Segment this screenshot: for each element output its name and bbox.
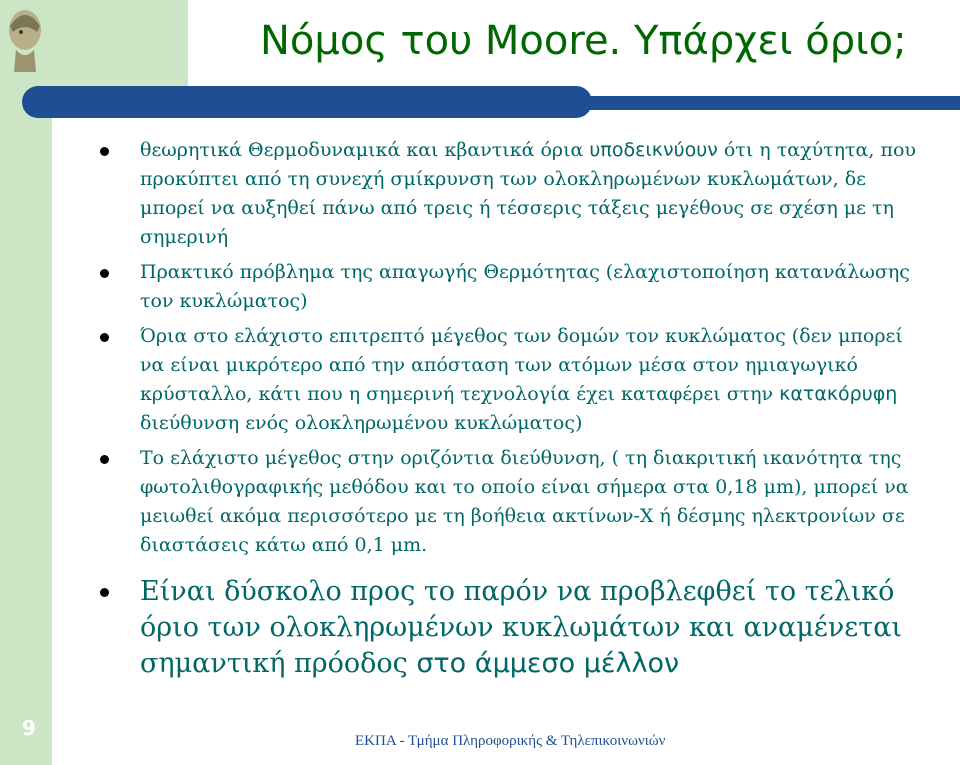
bullet-list (100, 136, 930, 688)
footer-text: ΕΚΠΑ - Τμήμα Πληροφορικής & Τηλεπικοινωνιών (355, 733, 666, 749)
bullet-item-5 (100, 574, 930, 682)
bullet-dot-icon (100, 147, 109, 156)
page-number: 9 (22, 716, 36, 740)
bullet-text: θεωρητικά Θερμοδυναμικά και κβαντικά όρια (140, 139, 590, 161)
bullet-text: ότι η ταχύτητα, που προκύπτει από τη συνεχή σμίκρυνση των ολοκληρωμένων κυκλωμάτων, δε μπορεί να αυξηθεί πάνω από τρεις ή τέσσερις τάξεις μεγέθους σε σχέση με τη σημερινή (140, 139, 916, 248)
bullet-item-2 (100, 258, 930, 316)
bullet-emphasis: υποδεικνύουν (589, 139, 718, 161)
bullet-item-4 (100, 444, 930, 560)
athena-head-logo-icon (2, 4, 48, 78)
bullet-text: Το ελάχιστο μέγεθος στην οριζόντια διεύθυνση, ( τη διακριτική ικανότητα της φωτολιθογραφικής μεθόδου και το οποίο είναι σήμερα στα 0,18 μm), μπορεί να μειωθεί ακόμα περισσότερο με τη βοήθεια ακτίνων-Χ ή δέσμης ηλεκτρονίων σε διαστάσεις κάτω από 0,1 μm. (140, 447, 909, 556)
title-underline-thin-bar (560, 96, 960, 110)
bullet-dot-icon (100, 588, 109, 597)
bullet-text: Όρια στο ελάχιστο επιτρεπτό μέγεθος των δομών τον κυκλώματος (δεν μπορεί να είναι μικρότερο από την απόσταση των ατόμων μέσα στον ημιαγωγικό κρύσταλλο, κάτι που η σημερινή τεχνολογία έχει καταφέρει στην (140, 325, 903, 405)
bullet-item-1 (100, 136, 930, 252)
bullet-emphasis: στο άμμεσο μέλλον (416, 648, 680, 679)
bullet-item-3 (100, 322, 930, 438)
title-underline-bar (22, 86, 592, 118)
slide-title: Νόμος του Moore. Υπάρχει όριο; (260, 18, 907, 64)
bullet-emphasis: κατακόρυφη (779, 383, 898, 405)
logo-area (0, 0, 188, 86)
bullet-text: Είναι δύσκολο προς το παρόν να προβλεφθεί το τελικό όριο των ολοκληρωμένων κυκλωμάτων και αναμένεται σημαντική πρόοδος (140, 576, 903, 679)
bullet-dot-icon (100, 269, 109, 278)
bullet-text: διεύθυνση ενός ολοκληρωμένου κυκλώματος) (140, 412, 583, 434)
bullet-dot-icon (100, 333, 109, 342)
bullet-dot-icon (100, 455, 109, 464)
bullet-text: Πρακτικό πρόβλημα της απαγωγής Θερμότητας (ελαχιστοποίηση κατανάλωσης τον κυκλώματος) (140, 261, 910, 312)
